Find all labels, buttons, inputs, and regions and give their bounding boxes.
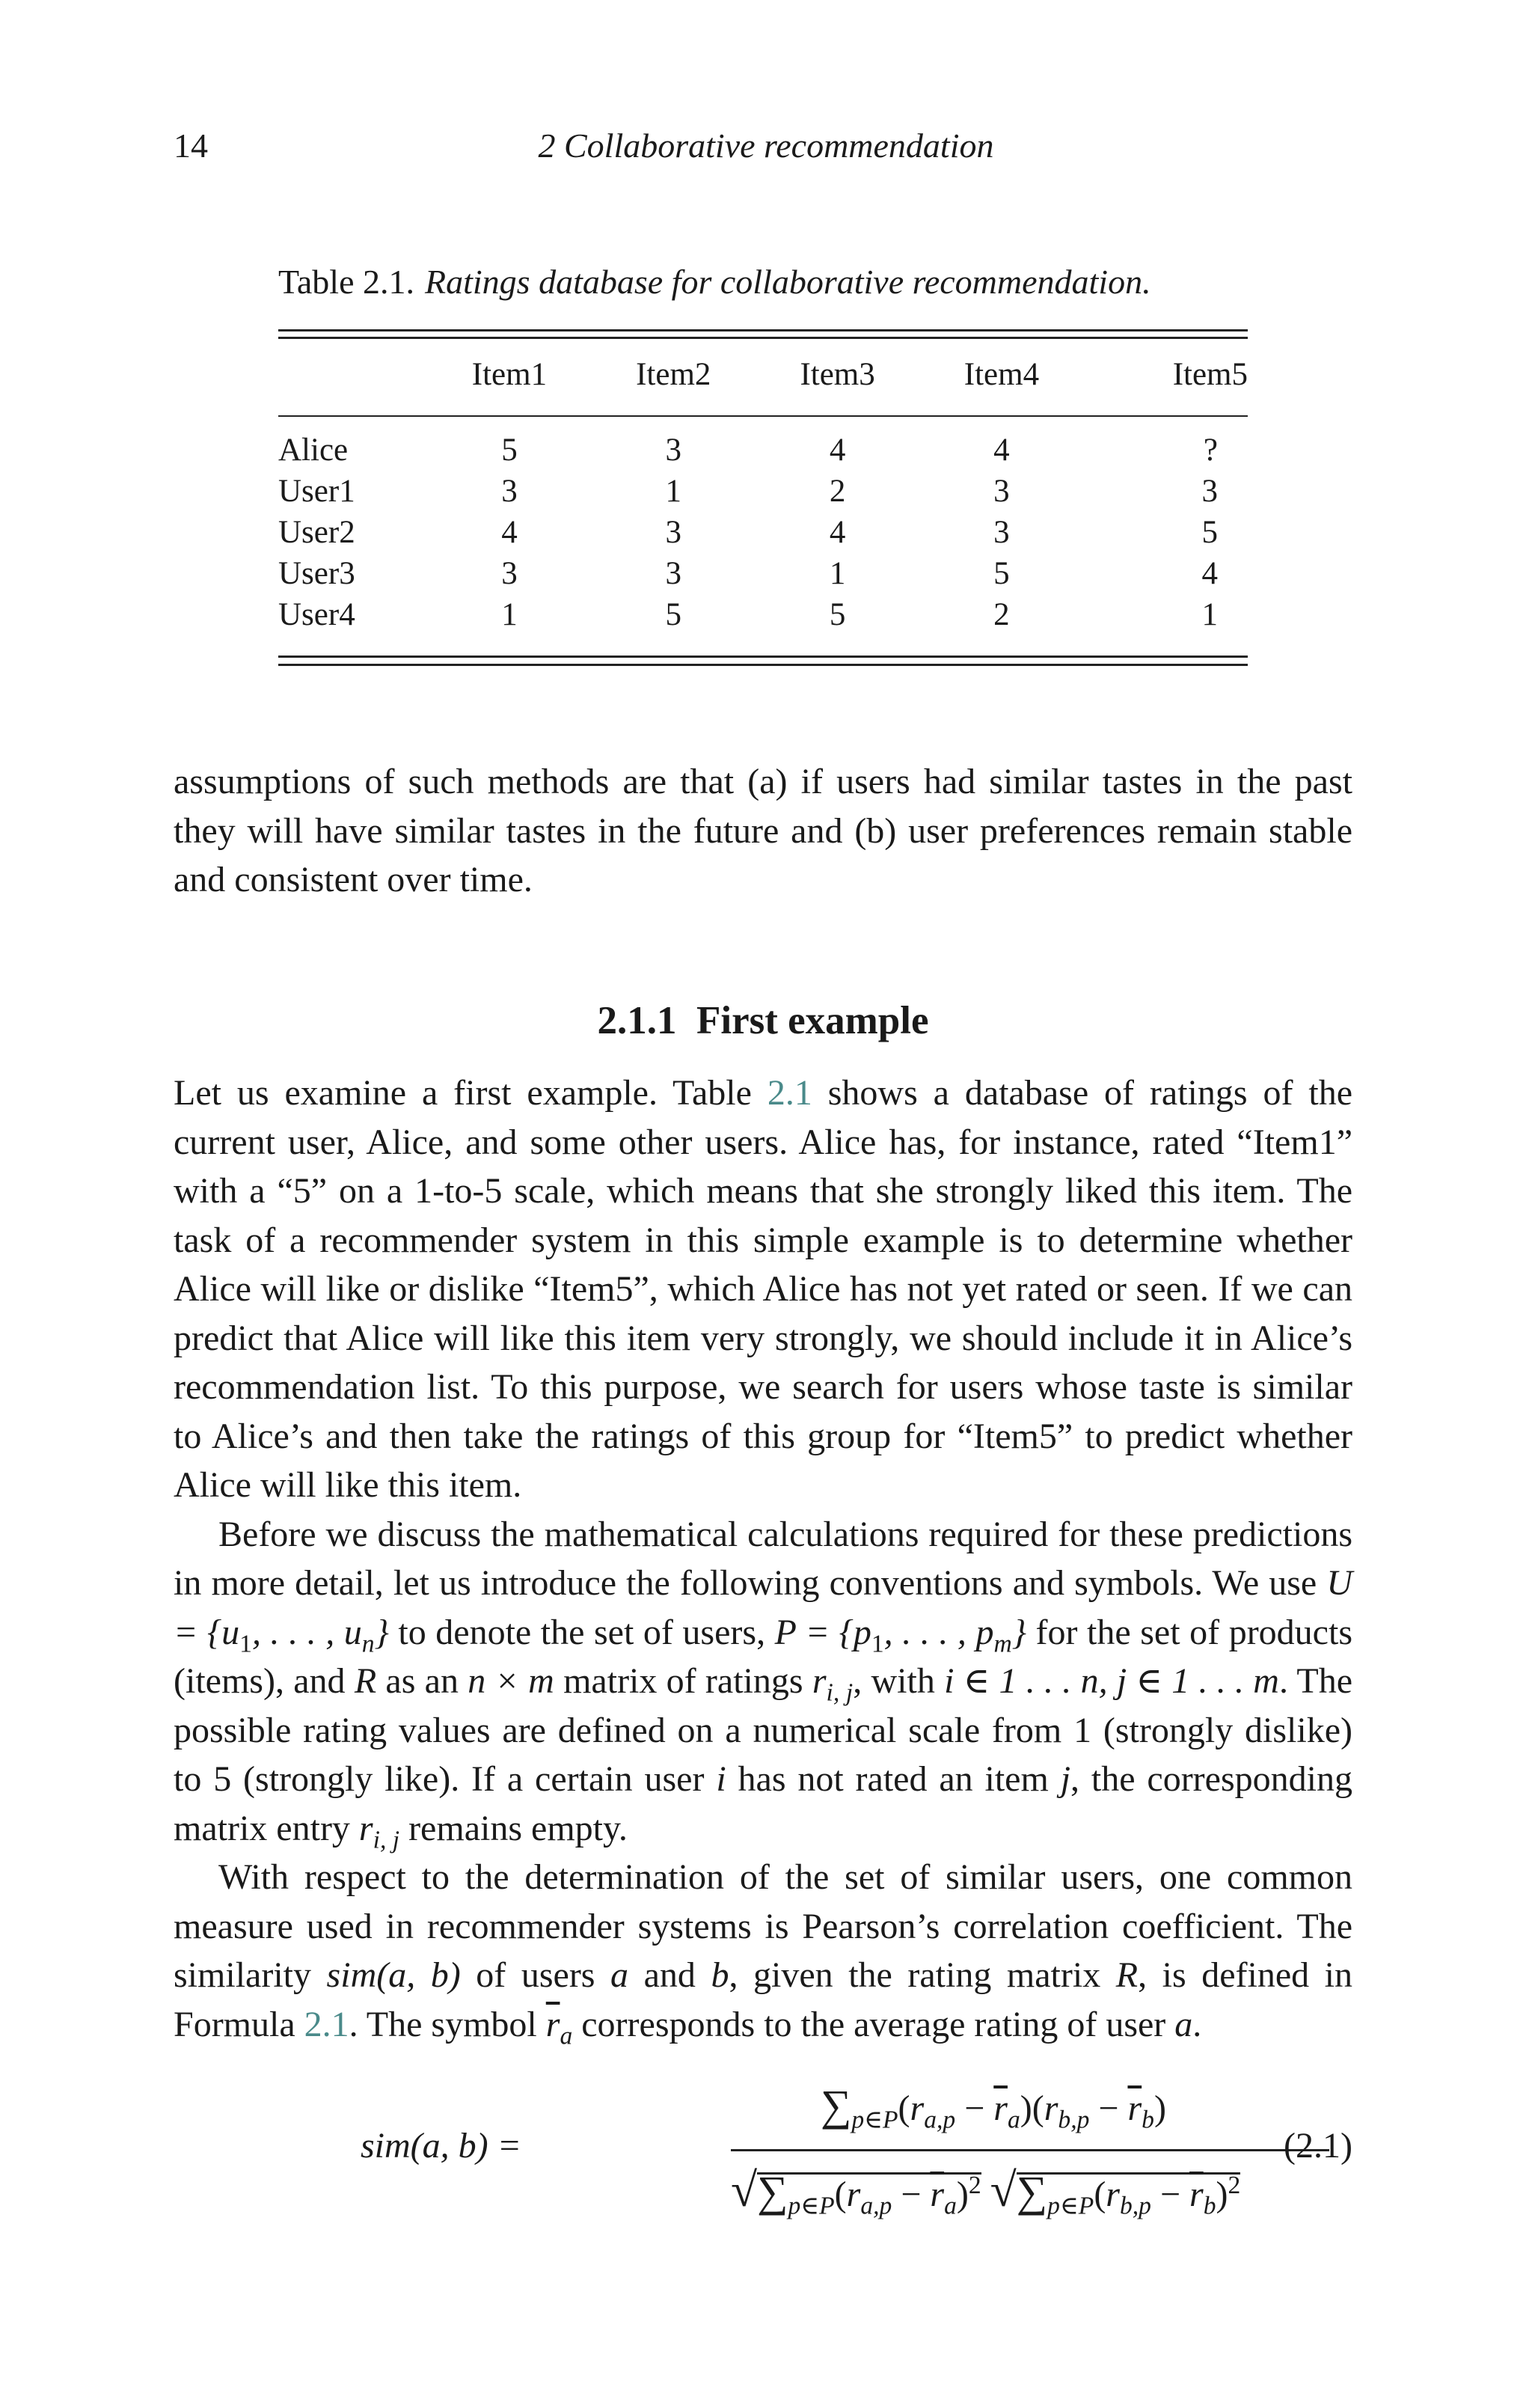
paragraph-2-text: as an — [376, 1661, 468, 1701]
section-heading — [174, 998, 1352, 1043]
table-cell: 1 — [665, 474, 682, 509]
paragraph-3-text: of users — [460, 1955, 611, 1995]
paragraph-3 — [174, 1853, 1352, 2049]
paragraph-1-text: shows a database of ratings of the current user, Alice, and some other users. Alice has, for instance, rated “Item1” with a “5” on a 1-to-5 scale, which means that she strongly liked this item. The task of a recommender system in this simple example is to determine whether Alice will like or dislike “Item5”, which Alice has not yet rated or seen. If we can predict that Alice will like this item very strongly, we should include it in Alice’s recommendation list. To this purpose, we search for users whose taste is similar to Alice’s and then take the ratings of this group for “Item5” to predict whether Alice will like this item. — [174, 1073, 1353, 1505]
math-i: i — [716, 1759, 726, 1799]
table-cell: 5 — [993, 556, 1010, 591]
formula-denominator: $√\sum_{p\in P}(r_{a,p} - \overline{r}_a)^2$ $√\sum_{p\in P}(r_{b,p} - \overline{r}_b)^2$ — [731, 2163, 1241, 2220]
table-cell: 3 — [993, 474, 1010, 509]
table-cell: 3 — [993, 515, 1010, 550]
column-header: Item4 — [963, 357, 1040, 392]
running-head — [174, 126, 1358, 171]
paragraph-3-text: . The symbol — [349, 2004, 546, 2044]
table-reference-link[interactable]: 2.1 — [767, 1073, 812, 1113]
paragraph-2 — [174, 1510, 1352, 1854]
math-R: R — [354, 1661, 377, 1701]
paragraph-2-text: Before we discuss the mathematical calculations required for these predictions in more detail, let us introduce the following conventions and symbols. We use — [174, 1514, 1352, 1603]
paragraph-2-text: , with — [853, 1661, 945, 1701]
column-header: Item5 — [1172, 357, 1248, 392]
math-index-range: i ∈ 1 . . . n, j ∈ 1 . . . m — [944, 1661, 1279, 1701]
paragraph-2-text: for the set of products (items), and — [174, 1612, 1353, 1701]
table-cell: 4 — [829, 433, 846, 468]
math-r-bar-a: $\overline{r}_a$ — [545, 2004, 573, 2050]
table-bottom-rule-2 — [278, 664, 1248, 666]
formula-reference-link[interactable]: 2.1 — [304, 2004, 349, 2044]
paragraph-2-text: to denote the set of users, — [388, 1612, 775, 1652]
paragraph-2-text: has not rated an item — [726, 1759, 1061, 1799]
table-cell: 1 — [501, 597, 518, 632]
paragraph-2-text: matrix of ratings — [554, 1661, 812, 1701]
column-header: Item2 — [636, 357, 711, 392]
table-cell: 1 — [1201, 597, 1218, 632]
table-cell: 4 — [993, 433, 1010, 468]
table-cell: 3 — [665, 515, 682, 550]
table-row — [278, 471, 1248, 512]
table-cell: 3 — [1201, 474, 1218, 509]
section-title: First example — [696, 999, 929, 1042]
formula-number: (2.1) — [1284, 2126, 1352, 2166]
paragraph-3-text: , is defined in Formula — [174, 1955, 1353, 2044]
table-cell: ? — [1203, 433, 1218, 468]
table-cell: 2 — [829, 474, 846, 509]
table-cell: 4 — [829, 515, 846, 550]
chapter-title: 2 Collaborative recommendation — [538, 126, 994, 165]
row-label: User1 — [278, 474, 355, 509]
table-row — [278, 553, 1248, 594]
column-header: Item1 — [471, 357, 548, 392]
paragraph-3-text: , given the rating matrix — [729, 1955, 1116, 1995]
math-sim: sim(a, b) — [326, 1955, 461, 1995]
table-cell: 5 — [665, 597, 682, 632]
table-caption-text: Ratings database for collaborative recommendation. — [425, 263, 1151, 301]
paragraph-2-text: . The possible rating values are defined on a numerical scale from 1 (strongly dislike) to 5 (strongly like). If a certain user — [174, 1661, 1353, 1799]
formula-2-1 — [174, 2080, 1352, 2222]
column-header: Item3 — [800, 357, 875, 392]
table-top-rule-2 — [278, 337, 1248, 339]
table-header-row — [278, 356, 1248, 409]
math-b: b — [711, 1955, 729, 1995]
math-j: j — [1060, 1759, 1071, 1799]
section-number: 2.1.1 — [597, 999, 677, 1042]
table-cell: 3 — [501, 474, 518, 509]
formula-lhs: sim(a, b) = — [361, 2126, 522, 2166]
table-corner — [278, 356, 427, 409]
paragraph-1 — [174, 1069, 1352, 1510]
math-users-set: $U = \{u_1$, . . . , $u_n$} — [174, 1563, 1352, 1658]
table-row — [278, 430, 1248, 471]
math-a: a — [1174, 2004, 1193, 2044]
table-cell: 2 — [993, 597, 1010, 632]
row-label: User4 — [278, 597, 355, 632]
math-R: R — [1115, 1955, 1139, 1995]
math-r-ij: $r_{i, j}$ — [812, 1661, 854, 1707]
table-row — [278, 512, 1248, 553]
intro-paragraph-text: assumptions of such methods are that (a) if users had similar tastes in the past they will have similar tastes in the future and (b) user preferences remain stable and consistent over time. — [174, 762, 1352, 899]
math-a: a — [610, 1955, 629, 1995]
paragraph-3-text: With respect to the determination of the set of similar users, one common measure used in recommender systems is Pearson’s correlation coefficient. The similarity — [174, 1857, 1352, 1995]
table-cell: 5 — [501, 433, 518, 468]
row-label: User3 — [278, 556, 355, 591]
table-bottom-rule-1 — [278, 656, 1248, 658]
ratings-table — [278, 356, 1248, 635]
table-cell: 3 — [501, 556, 518, 591]
table-cell: 3 — [665, 556, 682, 591]
paragraph-2-text: , the corresponding matrix entry — [174, 1759, 1352, 1848]
table-cell: 3 — [665, 433, 682, 468]
paragraph-1-text: Let us examine a first example. Table — [174, 1073, 767, 1113]
math-products-set: $P = \{p_1$, . . . , $p_m$} — [774, 1612, 1026, 1658]
math-n-by-m: n × m — [468, 1661, 554, 1701]
page-number: 14 — [174, 126, 208, 165]
formula-fraction-bar — [731, 2149, 1329, 2151]
table-cell: 1 — [829, 556, 846, 591]
row-label: Alice — [278, 433, 349, 468]
table-top-rule-1 — [278, 329, 1248, 331]
row-label: User2 — [278, 515, 355, 550]
table-cell: 4 — [1201, 556, 1218, 591]
paragraph-2-text: remains empty. — [399, 1808, 628, 1848]
table-label: Table 2.1. — [278, 263, 415, 301]
math-r-ij-entry: $r_{i, j}$ — [358, 1808, 400, 1854]
paragraph-3-text: . — [1192, 2004, 1202, 2044]
table-row — [278, 594, 1248, 635]
formula-numerator: $\sum_{p\in P}(r_{a,p} - \overline{r}_a)(r_{b,p} - \overline{r}_b)$ — [821, 2081, 1166, 2134]
paragraph-3-text: corresponds to the average rating of user — [572, 2004, 1175, 2044]
paragraph-3-text: and — [628, 1955, 711, 1995]
table-cell: 4 — [501, 515, 518, 550]
intro-paragraph — [174, 757, 1352, 905]
table-caption — [278, 262, 1151, 302]
body-text — [174, 1069, 1352, 2049]
table-cell: 5 — [1201, 515, 1218, 550]
table-cell: 5 — [829, 597, 846, 632]
